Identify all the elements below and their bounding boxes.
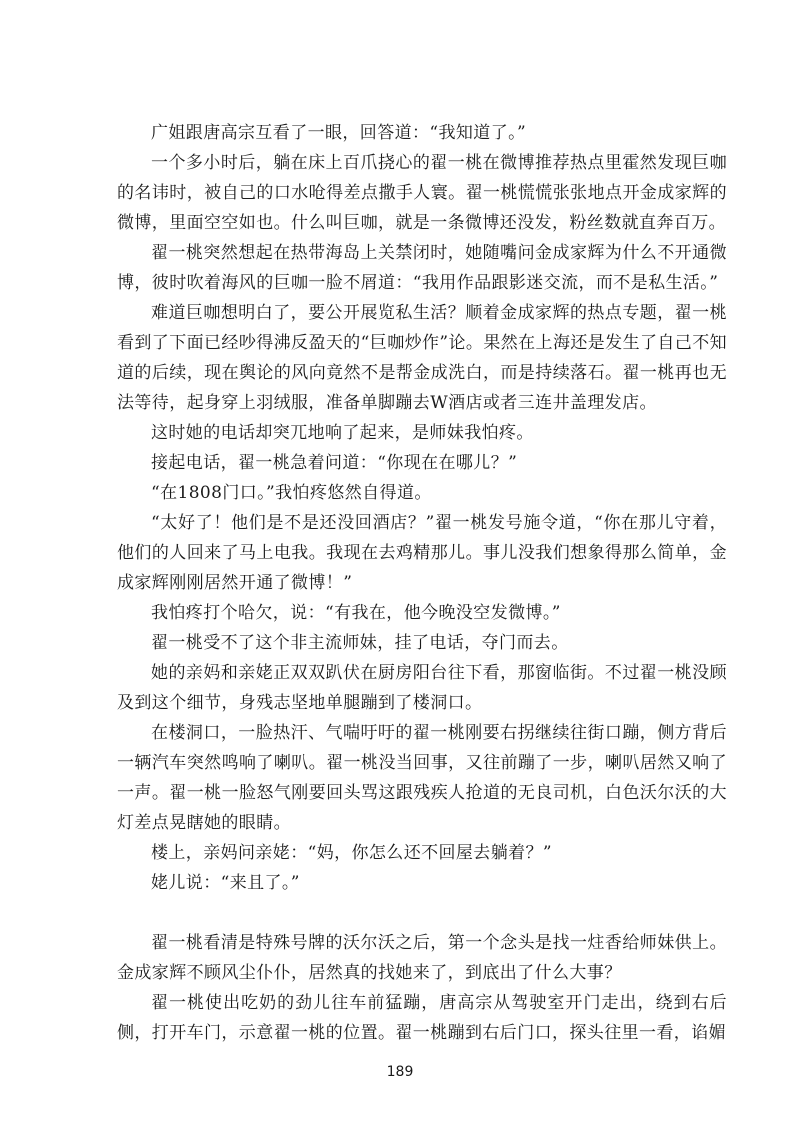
paragraph: 难道巨咖想明白了，要公开展览私生活？顺着金成家辉的热点专题，翟一桃看到了下面已经吵得沸反盈天的“巨咖炒作”论。果然在上海还是发生了自己不知道的后续，现在舆论的风向竟然不是帮金成洗白，而是持续落石。翟一桃再也无法等待，起身穿上羽绒服，准备单脚蹦去W酒店或者三连井盖理发店。 xyxy=(117,303,727,413)
paragraph: 翟一桃突然想起在热带海岛上关禁闭时，她随嘴问金成家辉为什么不开通微博，彼时吹着海风的巨咖一脸不屑道：“我用作品跟影迷交流，而不是私生活。” xyxy=(117,243,727,293)
paragraph: “在1808门口。”我怕疼悠然自得道。 xyxy=(151,483,432,503)
paragraph: 翟一桃使出吃奶的劲儿往车前猛蹦，唐高宗从驾驶室开门走出，绕到右后侧，打开车门，示意翟一桃的位置。翟一桃蹦到右后门口，探头往里一看，谄媚 xyxy=(117,993,727,1043)
paragraph: 姥儿说：“来且了。” xyxy=(151,873,300,893)
paragraph: 翟一桃受不了这个非主流师妹，挂了电话，夺门而去。 xyxy=(151,633,569,653)
page-number: 189 xyxy=(386,1064,414,1080)
paragraph: 在楼洞口，一脸热汗、气喘吁吁的翟一桃刚要右拐继续往街口蹦，侧方背后一辆汽车突然鸣响了喇叭。翟一桃没当回事，又往前蹦了一步，喇叭居然又响了一声。翟一桃一脸怒气刚要回头骂这跟残疾人抢道的无良司机，白色沃尔沃的大灯差点晃瞎她的眼睛。 xyxy=(117,723,727,833)
body-text xyxy=(117,118,727,1048)
paragraph: 楼上，亲妈问亲姥：“妈，你怎么还不回屋去躺着？” xyxy=(151,843,552,863)
paragraph: 这时她的电话却突兀地响了起来，是师妹我怕疼。 xyxy=(151,423,534,443)
paragraph: “太好了！他们是不是还没回酒店？”翟一桃发号施令道，“你在那儿守着，他们的人回来了马上电我。我现在去鸡精那儿。事儿没我们想象得那么简单，金成家辉刚刚居然开通了微博！” xyxy=(117,513,727,593)
paragraph: 广姐跟唐高宗互看了一眼，回答道：“我知道了。” xyxy=(151,123,527,143)
paragraph: 我怕疼打个哈欠，说：“有我在，他今晚没空发微博。” xyxy=(151,603,561,623)
paragraph: 一个多小时后，躺在床上百爪挠心的翟一桃在微博推荐热点里霍然发现巨咖的名讳时，被自己的口水呛得差点撒手人寰。翟一桃慌慌张张地点开金成家辉的微博，里面空空如也。什么叫巨咖，就是一条微博还没发，粉丝数就直奔百万。 xyxy=(117,153,727,233)
paragraph: 翟一桃看清是特殊号牌的沃尔沃之后，第一个念头是找一炷香给师妹供上。金成家辉不顾风尘仆仆，居然真的找她来了，到底出了什么大事？ xyxy=(117,933,727,983)
paragraph: 接起电话，翟一桃急着问道：“你现在在哪儿？” xyxy=(151,453,518,473)
paragraph: 她的亲妈和亲姥正双双趴伏在厨房阳台往下看，那窗临街。不过翟一桃没顾及到这个细节，身残志坚地单腿蹦到了楼洞口。 xyxy=(117,663,727,713)
